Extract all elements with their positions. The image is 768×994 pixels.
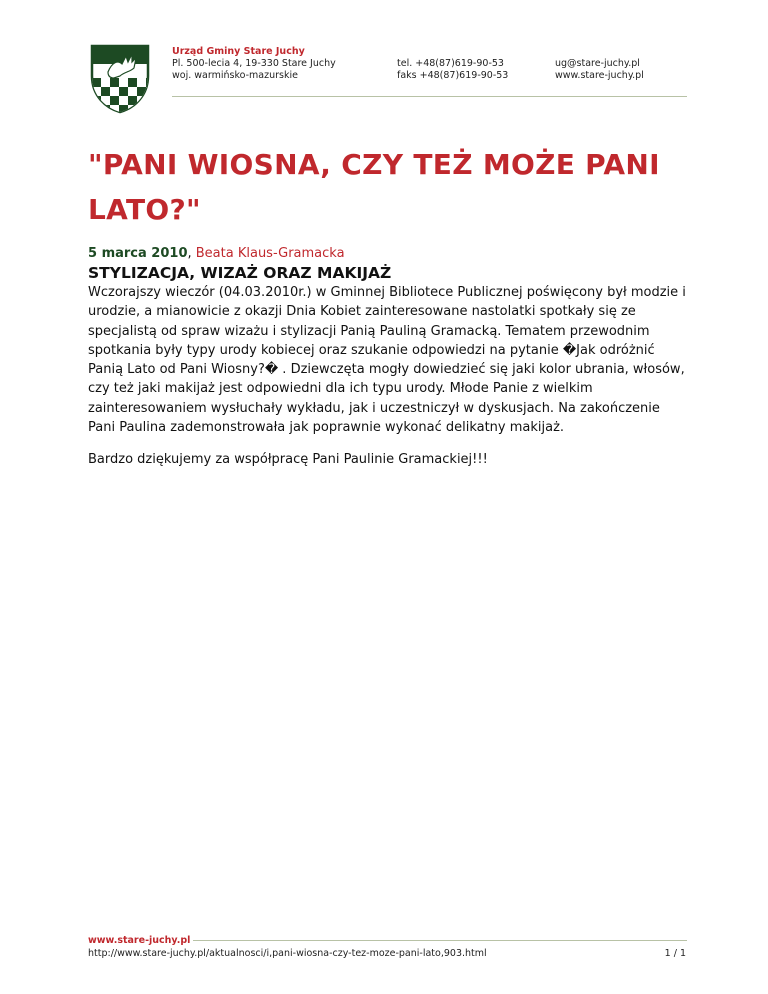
footer-url[interactable]: http://www.stare-juchy.pl/aktualnosci/i,pani-wiosna-czy-tez-moze-pani-lato,903.html xyxy=(88,948,487,959)
paragraph: Wczorajszy wieczór (04.03.2010r.) w Gminnej Bibliotece Publicznej poświęcony był modzie i urodzie, a mianowicie z okazji Dnia Kobiet zainteresowane nastolatki spotkały się ze specjalistą od spraw wizażu i stylizacji Panią Pauliną Gramacką. Tematem przewodnim spotkania były typy urody kobiecej oraz szukanie odpowiedzi na pytanie �Jak odróżnić Panią Lato od Pani Wiosny?� . Dziewczęta mogły dowiedzieć się jaki kolor ubrania, włosów, czy też jaki makijaż jest odpowiedni dla ich typu urody. Młode Panie z wielkim zainteresowaniem wysłuchały wykładu, jak i uczestniczył w dyskusjach. Na zakończenie Pani Paulina zademonstrowała jak poprawnie wykonać delikatny makijaż. xyxy=(88,285,686,436)
page-number: 1 / 1 xyxy=(664,948,686,959)
org-name: Urząd Gminy Stare Juchy xyxy=(172,46,305,57)
header-divider xyxy=(172,96,687,97)
address-block xyxy=(172,46,336,82)
footer-site[interactable]: www.stare-juchy.pl xyxy=(88,935,191,946)
article-subtitle: STYLIZACJA, WIZAŻ ORAZ MAKIJAŻ xyxy=(88,264,392,282)
website-link[interactable]: www.stare-juchy.pl xyxy=(555,70,644,81)
article-body xyxy=(88,283,688,483)
article-meta xyxy=(88,245,345,263)
meta-separator: , xyxy=(187,246,196,261)
footer-divider xyxy=(193,940,687,941)
region-line: woj. warmińsko-mazurskie xyxy=(172,70,298,81)
contact-web-block xyxy=(555,46,644,82)
phone: tel. +48(87)619-90-53 xyxy=(397,58,504,69)
article-title: "PANI WIOSNA, CZY TEŻ MOŻE PANI LATO?" xyxy=(88,148,660,226)
address-line: Pl. 500-lecia 4, 19-330 Stare Juchy xyxy=(172,58,336,69)
contact-phone-block xyxy=(397,46,508,82)
coat-of-arms-icon xyxy=(88,42,152,114)
paragraph: Bardzo dziękujemy za współpracę Pani Paulinie Gramackiej!!! xyxy=(88,452,488,468)
fax: faks +48(87)619-90-53 xyxy=(397,70,509,81)
letterhead xyxy=(88,42,688,98)
email-link[interactable]: ug@stare-juchy.pl xyxy=(555,58,640,69)
article-author[interactable]: Beata Klaus-Gramacka xyxy=(195,246,345,261)
article-date: 5 marca 2010 xyxy=(88,246,188,261)
